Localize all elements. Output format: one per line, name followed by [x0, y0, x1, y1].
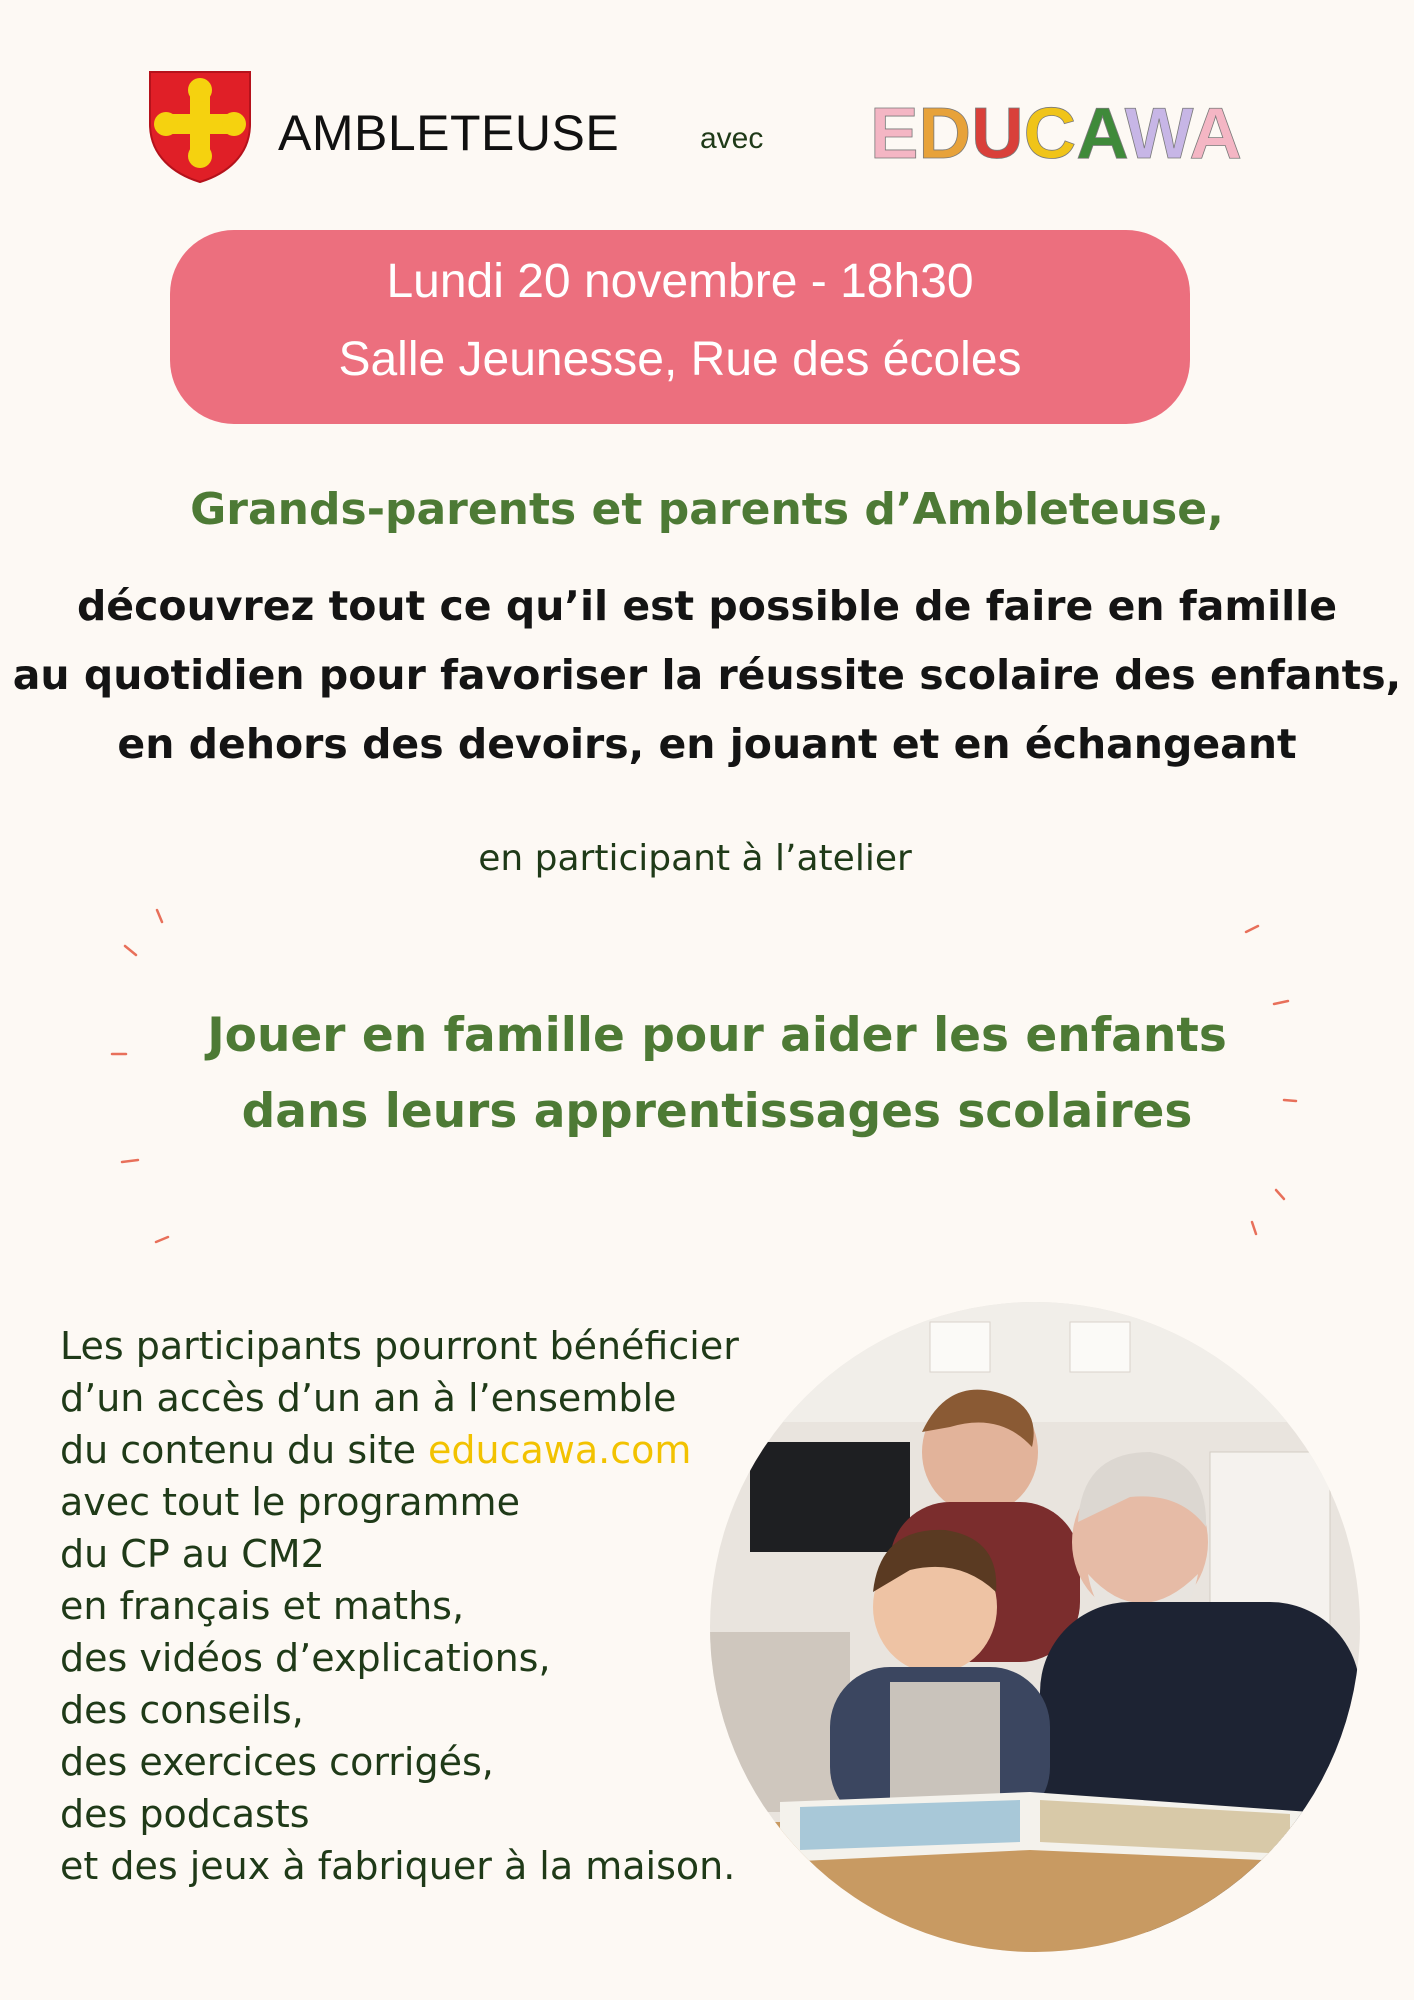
benefits-line: avec tout le programme	[60, 1480, 520, 1524]
intro-line: au quotidien pour favoriser la réussite scolaire des enfants,	[12, 651, 1402, 699]
spark	[156, 1237, 168, 1242]
benefits-line: et des jeux à fabriquer à la maison.	[60, 1844, 736, 1888]
benefits-line: en français et maths,	[60, 1584, 465, 1628]
benefits-line: Les participants pourront bénéficier	[60, 1324, 739, 1368]
intro-line: en dehors des devoirs, en jouant et en échangeant	[117, 720, 1297, 768]
benefits-line: des vidéos d’explications,	[60, 1636, 551, 1680]
workshop-title	[0, 998, 1414, 1150]
benefits-line	[60, 1424, 800, 1476]
benefits-line: du CP au CM2	[60, 1532, 325, 1576]
benefits-line: des conseils,	[60, 1688, 304, 1732]
benefits-line: des exercices corrigés,	[60, 1740, 494, 1784]
spark	[1252, 1222, 1256, 1234]
town-name: AMBLETEUSE	[278, 105, 620, 161]
educawa-logo-text: EDUCAWA	[870, 96, 1242, 162]
intro-line: découvrez tout ce qu’il est possible de faire en famille	[76, 582, 1338, 630]
benefits-text	[60, 1320, 800, 1892]
workshop-lead: en participant à l’atelier	[478, 838, 912, 879]
event-location: Salle Jeunesse, Rue des écoles	[338, 333, 1022, 386]
spark	[1276, 1190, 1284, 1199]
spark	[122, 1160, 138, 1162]
workshop-title-line: Jouer en famille pour aider les enfants	[207, 1008, 1227, 1063]
website-link[interactable]: educawa.com	[428, 1428, 692, 1472]
spark	[1246, 926, 1258, 932]
workshop-title-line: dans leurs apprentissages scolaires	[241, 1084, 1193, 1139]
benefits-line: des podcasts	[60, 1792, 310, 1836]
event-date-time: Lundi 20 novembre - 18h30	[386, 255, 974, 308]
spark	[157, 910, 162, 922]
family-reading-photo	[710, 1302, 1360, 1952]
spark	[125, 946, 136, 955]
greeting: Grands-parents et parents d’Ambleteuse,	[190, 484, 1224, 535]
with-label: avec	[700, 122, 764, 155]
benefits-line-prefix: du contenu du site	[60, 1428, 429, 1472]
benefits-line: d’un accès d’un an à l’ensemble	[60, 1376, 677, 1420]
